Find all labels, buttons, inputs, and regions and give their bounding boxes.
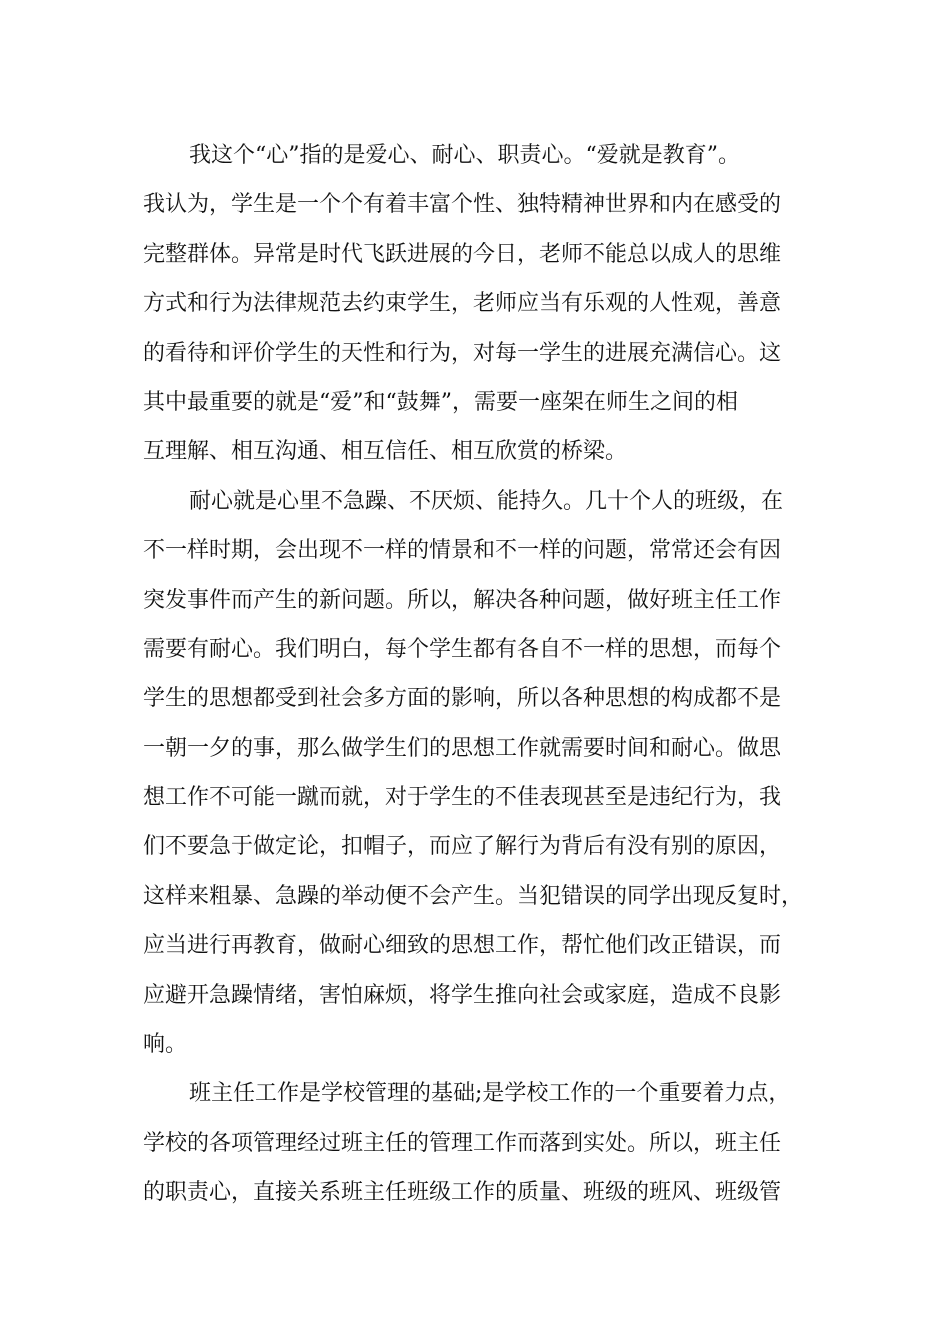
text-line: 应避开急躁情绪，害怕麻烦，将学生推向社会或家庭，造成不良影: [143, 982, 782, 1008]
text-line: 我这个“心”指的是爱心、耐心、职责心。“爱就是教育”。: [189, 143, 740, 168]
text-line: 的看待和评价学生的天性和行为，对每一学生的进展充满信心。这: [143, 340, 782, 366]
paragraph-patience: [143, 477, 823, 1070]
text-line: 其中最重要的就是“爱”和“鼓舞”，需要一座架在师生之间的相: [143, 389, 738, 415]
text-line: 的职责心，直接关系班主任班级工作的质量、班级的班风、班级管: [143, 1180, 782, 1206]
text-line: 我认为，学生是一个个有着丰富个性、独特精神世界和内在感受的: [143, 192, 782, 218]
text-line: 学生的思想都受到社会多方面的影响，所以各种思想的构成都不是: [143, 686, 782, 712]
document-body: [143, 131, 823, 1218]
text-line: 想工作不可能一蹴而就，对于学生的不佳表现甚至是违纪行为，我: [143, 785, 782, 811]
paragraph-responsibility: [143, 1069, 823, 1217]
text-line: 不一样时期，会出现不一样的情景和不一样的问题，常常还会有因: [143, 538, 782, 564]
text-line: 一朝一夕的事，那么做学生们的思想工作就需要时间和耐心。做思: [143, 735, 782, 761]
text-line: 方式和行为法律规范去约束学生，老师应当有乐观的人性观，善意: [143, 291, 782, 317]
text-line: 响。: [143, 1032, 188, 1058]
text-line: 突发事件而产生的新问题。所以，解决各种问题，做好班主任工作: [143, 587, 782, 613]
text-line: 班主任工作是学校管理的基础;是学校工作的一个重要着力点，: [189, 1081, 791, 1107]
text-line: 应当进行再教育，做耐心细致的思想工作，帮忙他们改正错误，而: [143, 933, 782, 959]
paragraph-love: [143, 131, 823, 477]
text-line: 这样来粗暴、急躁的举动便不会产生。当犯错误的同学出现反复时，: [143, 883, 804, 909]
text-line: 学校的各项管理经过班主任的管理工作而落到实处。所以，班主任: [143, 1130, 782, 1156]
text-line: 耐心就是心里不急躁、不厌烦、能持久。几十个人的班级，在: [189, 488, 784, 514]
text-line: 需要有耐心。我们明白，每个学生都有各自不一样的思想，而每个: [143, 636, 782, 662]
text-line: 们不要急于做定论，扣帽子，而应了解行为背后有没有别的原因，: [143, 834, 782, 860]
text-line: 完整群体。异常是时代飞跃进展的今日，老师不能总以成人的思维: [143, 241, 782, 267]
text-line: 互理解、相互沟通、相互信任、相互欣赏的桥梁。: [143, 439, 628, 465]
